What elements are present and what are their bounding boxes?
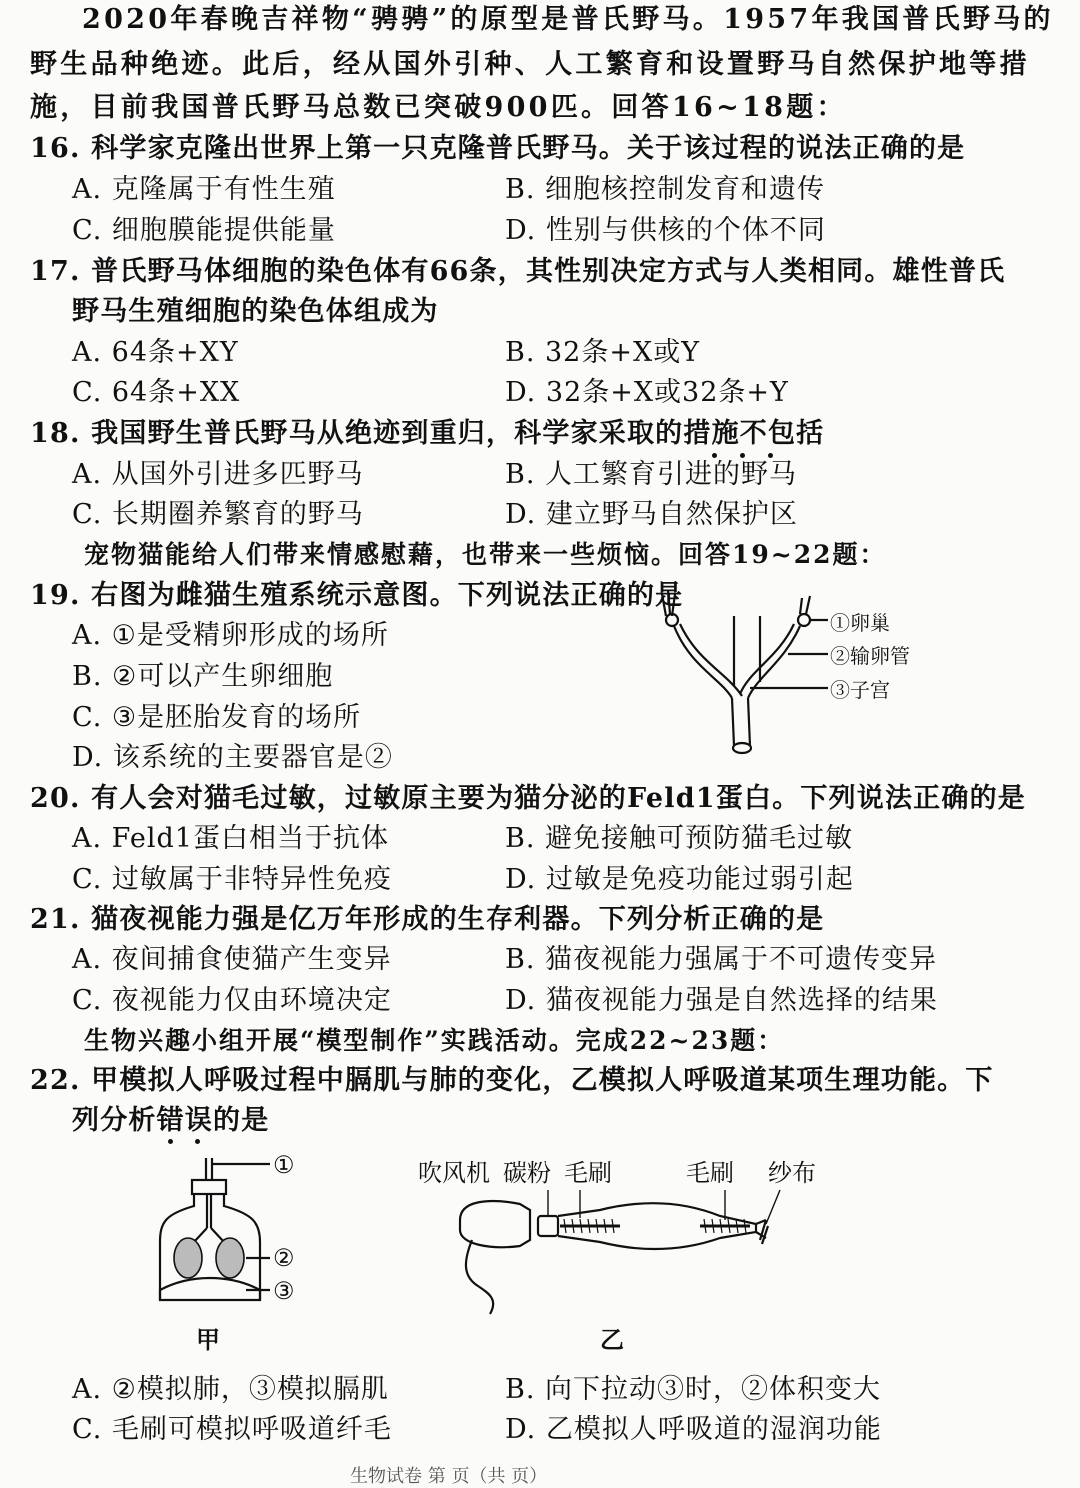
q17-option-d: D. 32条+X或32条+Y bbox=[505, 377, 789, 408]
q16-option-c: C. 细胞膜能提供能量 bbox=[72, 215, 336, 246]
q18-stem: 18. 我国野生普氏野马从绝迹到重归，科学家采取的措施不包括 bbox=[30, 418, 825, 449]
q22-option-c: C. 毛刷可模拟呼吸道纤毛 bbox=[72, 1414, 392, 1445]
fig-yi-label-brush-2: 毛刷 bbox=[686, 1159, 734, 1187]
fig-jia-label-3: ③ bbox=[273, 1277, 295, 1305]
q17-stem-line-1: 17. 普氏野马体细胞的染色体有66条，其性别决定方式与人类相同。雄性普氏 bbox=[30, 256, 1006, 287]
intro-1-line-1: 2020年春晚吉祥物“骋骋”的原型是普氏野马。1957年我国普氏野马的 bbox=[82, 4, 1054, 35]
intro-1-line-3: 施，目前我国普氏野马总数已突破900匹。回答16~18题： bbox=[30, 92, 847, 123]
airway-model-diagram bbox=[450, 1190, 790, 1320]
q16-option-d: D. 性别与供核的个体不同 bbox=[505, 215, 826, 246]
q18-option-b: B. 人工繁育引进的野马 bbox=[505, 459, 798, 490]
fig-yi-label-carbon: 碳粉 bbox=[503, 1159, 551, 1187]
q18-option-d: D. 建立野马自然保护区 bbox=[505, 499, 798, 530]
q16-option-a: A. 克隆属于有性生殖 bbox=[72, 174, 336, 205]
q20-option-d: D. 过敏是免疫功能过弱引起 bbox=[505, 864, 854, 895]
q21-option-b: B. 猫夜视能力强属于不可遗传变异 bbox=[505, 944, 938, 975]
q19-option-c: C. ③是胚胎发育的场所 bbox=[72, 702, 362, 733]
fig-label-oviduct: ②输卵管 bbox=[830, 644, 910, 668]
emphasis-dot bbox=[195, 1139, 200, 1144]
intro-1-line-2: 野生品种绝迹。此后，经从国外引种、人工繁育和设置野马自然保护地等措 bbox=[30, 49, 1030, 80]
fig-yi-label-brush-1: 毛刷 bbox=[564, 1159, 612, 1187]
q19-option-d: D. 该系统的主要器官是② bbox=[72, 742, 393, 773]
fig-label-ovary: ①卵巢 bbox=[830, 611, 890, 635]
fig-yi-label-gauze: 纱布 bbox=[768, 1159, 816, 1187]
q20-option-b: B. 避免接触可预防猫毛过敏 bbox=[505, 823, 854, 854]
q17-stem-line-2: 野马生殖细胞的染色体组成为 bbox=[72, 296, 439, 327]
q17-option-b: B. 32条+X或Y bbox=[505, 337, 701, 368]
q21-stem: 21. 猫夜视能力强是亿万年形成的生存利器。下列分析正确的是 bbox=[30, 904, 825, 935]
fig-label-uterus: ③子宫 bbox=[830, 678, 890, 702]
intro-3: 生物兴趣小组开展“模型制作”实践活动。完成22~23题： bbox=[84, 1026, 785, 1055]
emphasis-dot bbox=[168, 1139, 173, 1144]
intro-2: 宠物猫能给人们带来情感慰藉，也带来一些烦恼。回答19~22题： bbox=[84, 540, 887, 569]
q22-stem-line-1: 22. 甲模拟人呼吸过程中膈肌与肺的变化，乙模拟人呼吸道某项生理功能。下 bbox=[30, 1065, 994, 1096]
q20-option-a: A. Feld1蛋白相当于抗体 bbox=[72, 823, 389, 854]
q21-option-d: D. 猫夜视能力强是自然选择的结果 bbox=[505, 985, 938, 1016]
q19-option-a: A. ①是受精卵形成的场所 bbox=[72, 620, 389, 651]
q20-stem: 20. 有人会对猫毛过敏，过敏原主要为猫分泌的Feld1蛋白。下列说法正确的是 bbox=[30, 783, 1026, 814]
q19-stem: 19. 右图为雌猫生殖系统示意图。下列说法正确的是 bbox=[30, 580, 684, 611]
q18-option-c: C. 长期圈养繁育的野马 bbox=[72, 499, 364, 530]
q21-option-a: A. 夜间捕食使猫产生变异 bbox=[72, 944, 392, 975]
cat-reproductive-diagram bbox=[650, 586, 830, 766]
q17-option-c: C. 64条+XX bbox=[72, 377, 241, 408]
q22-option-b: B. 向下拉动③时，②体积变大 bbox=[505, 1374, 882, 1405]
q22-stem-line-2: 列分析错误的是 bbox=[72, 1105, 270, 1136]
q22-option-d: D. 乙模拟人呼吸道的湿润功能 bbox=[505, 1414, 882, 1445]
q16-option-b: B. 细胞核控制发育和遗传 bbox=[505, 174, 826, 205]
fig-jia-caption: 甲 bbox=[196, 1325, 220, 1354]
fig-jia-label-2: ② bbox=[273, 1244, 295, 1272]
fig-yi-label-blower: 吹风机 bbox=[418, 1159, 490, 1187]
fig-jia-label-1: ① bbox=[273, 1151, 295, 1179]
page-footer: 生物试卷 第 页（共 页） bbox=[350, 1466, 548, 1487]
q17-option-a: A. 64条+XY bbox=[72, 337, 239, 368]
q20-option-c: C. 过敏属于非特异性免疫 bbox=[72, 864, 392, 895]
q18-option-a: A. 从国外引进多匹野马 bbox=[72, 459, 364, 490]
q16-stem: 16. 科学家克隆出世界上第一只克隆普氏野马。关于该过程的说法正确的是 bbox=[30, 133, 966, 164]
q19-option-b: B. ②可以产生卵细胞 bbox=[72, 661, 334, 692]
q21-option-c: C. 夜视能力仅由环境决定 bbox=[72, 985, 392, 1016]
q22-option-a: A. ②模拟肺，③模拟膈肌 bbox=[72, 1374, 389, 1405]
fig-yi-caption: 乙 bbox=[600, 1325, 624, 1354]
